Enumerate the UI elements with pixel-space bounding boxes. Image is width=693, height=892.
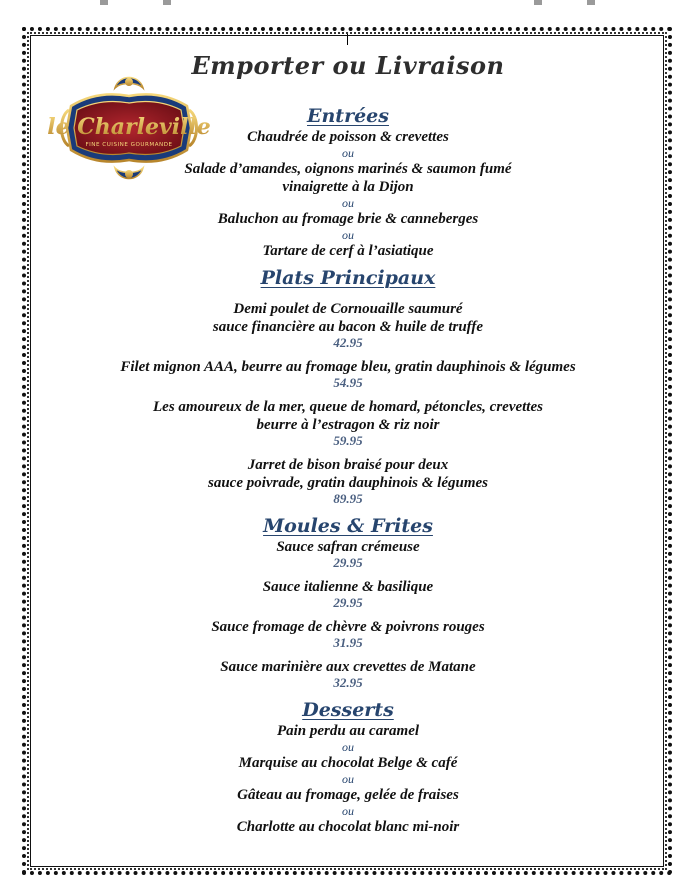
menu-item: Charlotte au chocolat blanc mi-noir	[236, 819, 460, 835]
logo-name: le Charleville	[47, 114, 211, 140]
menu-item: Gâteau au fromage, gelée de fraises	[237, 787, 459, 803]
menu-item: Sauce safran crémeuse	[276, 539, 420, 555]
menu-item-price: 59.95	[333, 433, 363, 448]
or-separator: ou	[342, 196, 354, 210]
menu-item-price: 54.95	[333, 375, 363, 390]
or-separator: ou	[342, 772, 354, 786]
menu-item-price: 89.95	[333, 491, 363, 506]
menu-item: Les amoureux de la mer, queue de homard, pétoncles, crevettes	[153, 399, 543, 415]
menu-item-price: 29.95	[333, 595, 363, 610]
menu-item-line2: vinaigrette à la Dijon	[282, 179, 414, 195]
section-desserts	[40, 698, 656, 836]
menu-item: Jarret de bison braisé pour deux	[247, 457, 449, 473]
menu-item: Pain perdu au caramel	[276, 723, 420, 739]
ruler-marker[interactable]	[534, 0, 542, 5]
or-separator: ou	[342, 146, 354, 160]
section-title-entrees: Entrées	[307, 105, 389, 127]
section-title-moules: Moules & Frites	[263, 515, 433, 537]
menu-item: Sauce italienne & basilique	[262, 579, 434, 595]
or-separator: ou	[342, 740, 354, 754]
menu-item: Sauce marinière aux crevettes de Matane	[220, 659, 476, 675]
menu-content	[40, 48, 656, 836]
menu-item-line2: sauce financière au bacon & huile de truffe	[212, 319, 484, 335]
menu-item-line2: beurre à l’estragon & riz noir	[256, 417, 440, 433]
menu-item: Demi poulet de Cornouaille saumuré	[233, 301, 463, 317]
menu-item-price: 31.95	[333, 635, 363, 650]
section-title-plats: Plats Principaux	[260, 267, 436, 289]
menu-item: Chaudrée de poisson & crevettes	[247, 129, 449, 145]
ruler-marker[interactable]	[100, 0, 108, 5]
menu-item-price: 29.95	[333, 555, 363, 570]
menu-item: Salade d’amandes, oignons marinés & saumon fumé	[184, 161, 512, 177]
ruler-marker[interactable]	[587, 0, 595, 5]
menu-item: Tartare de cerf à l’asiatique	[262, 243, 434, 259]
menu-item: Sauce fromage de chèvre & poivrons rouges	[211, 619, 485, 635]
section-moules	[40, 514, 656, 690]
logo-tagline: FINE CUISINE GOURMANDE	[85, 142, 173, 148]
ruler-marker[interactable]	[163, 0, 171, 5]
section-title-desserts: Desserts	[302, 699, 394, 721]
menu-item-price: 42.95	[333, 335, 363, 350]
page-title: Emporter ou Livraison	[191, 51, 505, 80]
menu-item: Baluchon au fromage brie & canneberges	[217, 211, 479, 227]
menu-item: Filet mignon AAA, beurre au fromage bleu, gratin dauphinois & légumes	[120, 359, 576, 375]
menu-item-price: 32.95	[333, 675, 363, 690]
section-entrees	[40, 104, 656, 260]
menu-item: Marquise au chocolat Belge & café	[238, 755, 458, 771]
or-separator: ou	[342, 804, 354, 818]
menu-item-line2: sauce poivrade, gratin dauphinois & légumes	[207, 475, 489, 491]
section-plats	[40, 266, 656, 506]
or-separator: ou	[342, 228, 354, 242]
